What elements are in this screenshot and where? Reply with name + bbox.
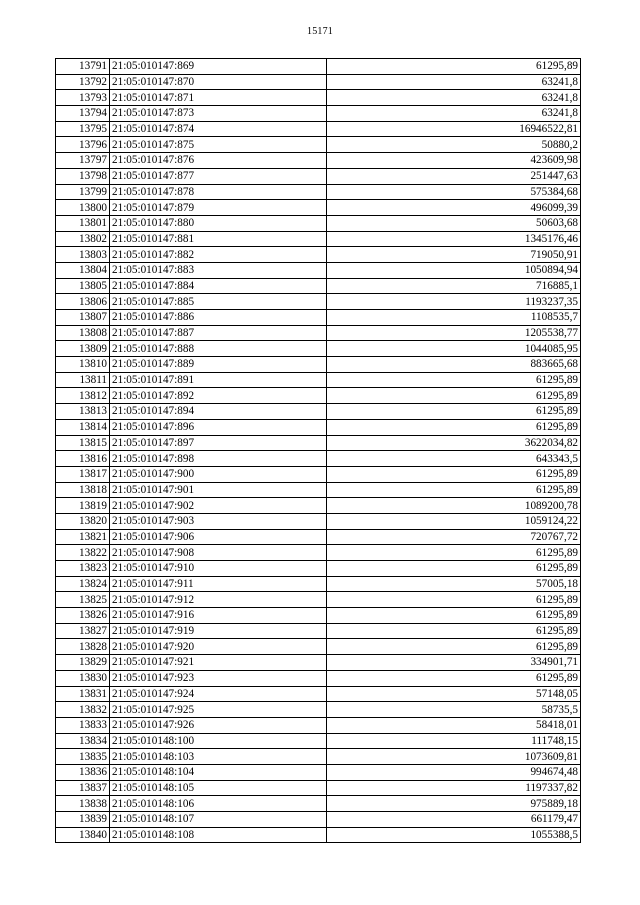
row-number-cell: 13799 (56, 184, 110, 200)
table-row (56, 262, 581, 278)
row-number-cell: 13821 (56, 529, 110, 545)
cadastral-number-cell: 21:05:010147:901 (110, 482, 327, 498)
row-number-cell: 13836 (56, 764, 110, 780)
table-row (56, 74, 581, 90)
row-number-cell: 13833 (56, 717, 110, 733)
table-row (56, 153, 581, 169)
cadastral-number-cell: 21:05:010147:906 (110, 529, 327, 545)
row-number-cell: 13815 (56, 435, 110, 451)
cadastral-number-cell: 21:05:010148:100 (110, 733, 327, 749)
table-row (56, 608, 581, 624)
cadastral-number-cell: 21:05:010147:920 (110, 639, 327, 655)
table-row (56, 670, 581, 686)
cadastral-number-cell: 21:05:010147:924 (110, 686, 327, 702)
cadastral-value-cell: 3622034,82 (327, 435, 581, 451)
table-row (56, 435, 581, 451)
cadastral-number-cell: 21:05:010147:871 (110, 90, 327, 106)
row-number-cell: 13820 (56, 513, 110, 529)
cadastral-value-cell: 1193237,35 (327, 294, 581, 310)
cadastral-number-cell: 21:05:010147:884 (110, 278, 327, 294)
cadastral-value-cell: 61295,89 (327, 592, 581, 608)
row-number-cell: 13828 (56, 639, 110, 655)
table-row (56, 184, 581, 200)
row-number-cell: 13803 (56, 247, 110, 263)
cadastral-value-table (55, 58, 581, 843)
cadastral-value-cell: 61295,89 (327, 404, 581, 420)
cadastral-number-cell: 21:05:010147:874 (110, 121, 327, 137)
cadastral-value-cell: 63241,8 (327, 90, 581, 106)
row-number-cell: 13813 (56, 404, 110, 420)
cadastral-number-cell: 21:05:010148:108 (110, 827, 327, 843)
row-number-cell: 13819 (56, 498, 110, 514)
row-number-cell: 13814 (56, 419, 110, 435)
row-number-cell: 13832 (56, 702, 110, 718)
cadastral-number-cell: 21:05:010148:107 (110, 812, 327, 828)
cadastral-number-cell: 21:05:010147:885 (110, 294, 327, 310)
cadastral-value-cell: 334901,71 (327, 655, 581, 671)
cadastral-number-cell: 21:05:010147:869 (110, 59, 327, 75)
cadastral-number-cell: 21:05:010147:910 (110, 561, 327, 577)
row-number-cell: 13795 (56, 121, 110, 137)
cadastral-number-cell: 21:05:010147:898 (110, 451, 327, 467)
row-number-cell: 13837 (56, 780, 110, 796)
table-row (56, 121, 581, 137)
row-number-cell: 13811 (56, 372, 110, 388)
table-row (56, 545, 581, 561)
cadastral-value-cell: 496099,39 (327, 200, 581, 216)
table-row (56, 592, 581, 608)
row-number-cell: 13809 (56, 341, 110, 357)
row-number-cell: 13807 (56, 310, 110, 326)
cadastral-value-cell: 1050894,94 (327, 262, 581, 278)
cadastral-value-cell: 61295,89 (327, 482, 581, 498)
table-row (56, 388, 581, 404)
cadastral-value-cell: 251447,63 (327, 168, 581, 184)
table-row (56, 576, 581, 592)
cadastral-value-cell: 423609,98 (327, 153, 581, 169)
cadastral-number-cell: 21:05:010148:106 (110, 796, 327, 812)
table-row (56, 168, 581, 184)
cadastral-number-cell: 21:05:010147:876 (110, 153, 327, 169)
cadastral-number-cell: 21:05:010147:923 (110, 670, 327, 686)
cadastral-value-cell: 61295,89 (327, 545, 581, 561)
row-number-cell: 13835 (56, 749, 110, 765)
table-row (56, 796, 581, 812)
cadastral-value-cell: 1108535,7 (327, 310, 581, 326)
cadastral-number-cell: 21:05:010147:886 (110, 310, 327, 326)
row-number-cell: 13839 (56, 812, 110, 828)
cadastral-value-cell: 719050,91 (327, 247, 581, 263)
cadastral-value-cell: 57148,05 (327, 686, 581, 702)
row-number-cell: 13794 (56, 106, 110, 122)
row-number-cell: 13796 (56, 137, 110, 153)
table-row (56, 686, 581, 702)
cadastral-value-cell: 61295,89 (327, 561, 581, 577)
cadastral-value-cell: 16946522,81 (327, 121, 581, 137)
cadastral-number-cell: 21:05:010147:889 (110, 357, 327, 373)
table-row (56, 466, 581, 482)
table-row (56, 357, 581, 373)
table-row (56, 294, 581, 310)
table-row (56, 764, 581, 780)
cadastral-number-cell: 21:05:010148:104 (110, 764, 327, 780)
row-number-cell: 13798 (56, 168, 110, 184)
cadastral-number-cell: 21:05:010147:903 (110, 513, 327, 529)
cadastral-number-cell: 21:05:010147:877 (110, 168, 327, 184)
cadastral-number-cell: 21:05:010147:873 (110, 106, 327, 122)
row-number-cell: 13791 (56, 59, 110, 75)
cadastral-value-cell: 61295,89 (327, 608, 581, 624)
cadastral-value-cell: 63241,8 (327, 74, 581, 90)
cadastral-number-cell: 21:05:010147:888 (110, 341, 327, 357)
row-number-cell: 13812 (56, 388, 110, 404)
row-number-cell: 13818 (56, 482, 110, 498)
cadastral-value-cell: 716885,1 (327, 278, 581, 294)
cadastral-value-cell: 50603,68 (327, 215, 581, 231)
table-row (56, 247, 581, 263)
table-row (56, 231, 581, 247)
cadastral-value-cell: 643343,5 (327, 451, 581, 467)
cadastral-number-cell: 21:05:010147:870 (110, 74, 327, 90)
cadastral-number-cell: 21:05:010147:897 (110, 435, 327, 451)
cadastral-value-cell: 50880,2 (327, 137, 581, 153)
cadastral-value-cell: 61295,89 (327, 670, 581, 686)
row-number-cell: 13804 (56, 262, 110, 278)
cadastral-number-cell: 21:05:010148:105 (110, 780, 327, 796)
row-number-cell: 13827 (56, 623, 110, 639)
table-row (56, 827, 581, 843)
cadastral-value-cell: 61295,89 (327, 639, 581, 655)
row-number-cell: 13831 (56, 686, 110, 702)
cadastral-value-cell: 1345176,46 (327, 231, 581, 247)
cadastral-number-cell: 21:05:010147:921 (110, 655, 327, 671)
cadastral-number-cell: 21:05:010147:912 (110, 592, 327, 608)
cadastral-value-cell: 1205538,77 (327, 325, 581, 341)
table-row (56, 623, 581, 639)
table-row (56, 310, 581, 326)
cadastral-value-cell: 61295,89 (327, 419, 581, 435)
cadastral-value-cell: 720767,72 (327, 529, 581, 545)
table-row (56, 419, 581, 435)
cadastral-number-cell: 21:05:010147:902 (110, 498, 327, 514)
cadastral-value-cell: 58735,5 (327, 702, 581, 718)
cadastral-value-cell: 61295,89 (327, 623, 581, 639)
table-row (56, 498, 581, 514)
row-number-cell: 13826 (56, 608, 110, 624)
row-number-cell: 13830 (56, 670, 110, 686)
row-number-cell: 13805 (56, 278, 110, 294)
cadastral-value-cell: 61295,89 (327, 372, 581, 388)
table-row (56, 780, 581, 796)
cadastral-value-cell: 1055388,5 (327, 827, 581, 843)
table-row (56, 639, 581, 655)
cadastral-value-cell: 58418,01 (327, 717, 581, 733)
cadastral-number-cell: 21:05:010147:875 (110, 137, 327, 153)
table-row (56, 513, 581, 529)
table-row (56, 529, 581, 545)
cadastral-value-cell: 1089200,78 (327, 498, 581, 514)
cadastral-number-cell: 21:05:010147:883 (110, 262, 327, 278)
table-row (56, 215, 581, 231)
row-number-cell: 13810 (56, 357, 110, 373)
cadastral-number-cell: 21:05:010147:908 (110, 545, 327, 561)
cadastral-number-cell: 21:05:010147:878 (110, 184, 327, 200)
table-row (56, 341, 581, 357)
cadastral-value-cell: 661179,47 (327, 812, 581, 828)
table-row (56, 717, 581, 733)
page-number: 15171 (307, 26, 333, 37)
cadastral-value-cell: 994674,48 (327, 764, 581, 780)
cadastral-number-cell: 21:05:010148:103 (110, 749, 327, 765)
table-row (56, 812, 581, 828)
cadastral-value-cell: 975889,18 (327, 796, 581, 812)
row-number-cell: 13838 (56, 796, 110, 812)
table-row (56, 90, 581, 106)
table-row (56, 655, 581, 671)
cadastral-number-cell: 21:05:010147:896 (110, 419, 327, 435)
row-number-cell: 13806 (56, 294, 110, 310)
row-number-cell: 13808 (56, 325, 110, 341)
row-number-cell: 13800 (56, 200, 110, 216)
cadastral-value-cell: 1073609,81 (327, 749, 581, 765)
row-number-cell: 13834 (56, 733, 110, 749)
cadastral-value-cell: 63241,8 (327, 106, 581, 122)
cadastral-value-cell: 61295,89 (327, 388, 581, 404)
row-number-cell: 13823 (56, 561, 110, 577)
table-row (56, 702, 581, 718)
cadastral-number-cell: 21:05:010147:891 (110, 372, 327, 388)
row-number-cell: 13792 (56, 74, 110, 90)
cadastral-value-cell: 575384,68 (327, 184, 581, 200)
cadastral-value-cell: 1059124,22 (327, 513, 581, 529)
cadastral-number-cell: 21:05:010147:919 (110, 623, 327, 639)
cadastral-number-cell: 21:05:010147:894 (110, 404, 327, 420)
row-number-cell: 13829 (56, 655, 110, 671)
table-row (56, 325, 581, 341)
table-row (56, 200, 581, 216)
cadastral-value-cell: 1197337,82 (327, 780, 581, 796)
row-number-cell: 13824 (56, 576, 110, 592)
cadastral-number-cell: 21:05:010147:900 (110, 466, 327, 482)
row-number-cell: 13825 (56, 592, 110, 608)
cadastral-number-cell: 21:05:010147:911 (110, 576, 327, 592)
cadastral-value-cell: 883665,68 (327, 357, 581, 373)
row-number-cell: 13797 (56, 153, 110, 169)
table-row (56, 137, 581, 153)
row-number-cell: 13793 (56, 90, 110, 106)
table-row (56, 451, 581, 467)
cadastral-value-cell: 1044085,95 (327, 341, 581, 357)
cadastral-number-cell: 21:05:010147:879 (110, 200, 327, 216)
cadastral-value-cell: 61295,89 (327, 59, 581, 75)
cadastral-number-cell: 21:05:010147:882 (110, 247, 327, 263)
cadastral-value-cell: 57005,18 (327, 576, 581, 592)
cadastral-number-cell: 21:05:010147:881 (110, 231, 327, 247)
table-row (56, 482, 581, 498)
cadastral-number-cell: 21:05:010147:880 (110, 215, 327, 231)
cadastral-number-cell: 21:05:010147:892 (110, 388, 327, 404)
table-row (56, 404, 581, 420)
cadastral-number-cell: 21:05:010147:887 (110, 325, 327, 341)
row-number-cell: 13822 (56, 545, 110, 561)
table-row (56, 733, 581, 749)
table-row (56, 561, 581, 577)
row-number-cell: 13816 (56, 451, 110, 467)
cadastral-number-cell: 21:05:010147:916 (110, 608, 327, 624)
row-number-cell: 13802 (56, 231, 110, 247)
table-row (56, 59, 581, 75)
row-number-cell: 13801 (56, 215, 110, 231)
row-number-cell: 13817 (56, 466, 110, 482)
table-body (56, 59, 581, 843)
table-row (56, 106, 581, 122)
table-row (56, 278, 581, 294)
cadastral-number-cell: 21:05:010147:925 (110, 702, 327, 718)
cadastral-value-cell: 61295,89 (327, 466, 581, 482)
cadastral-value-cell: 111748,15 (327, 733, 581, 749)
cadastral-number-cell: 21:05:010147:926 (110, 717, 327, 733)
table-row (56, 372, 581, 388)
row-number-cell: 13840 (56, 827, 110, 843)
table-row (56, 749, 581, 765)
